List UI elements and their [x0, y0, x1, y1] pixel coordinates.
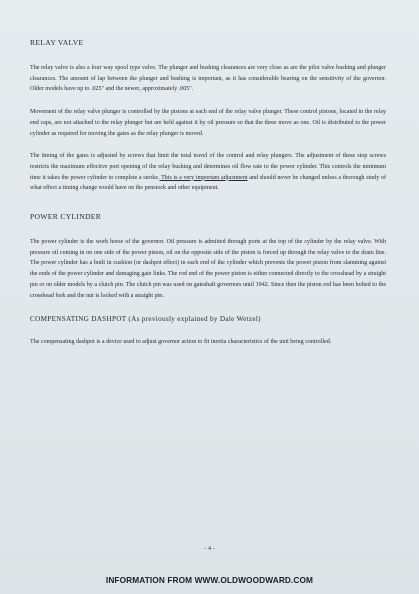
compensating-dashpot-paragraph: The compensating dashpot is a device used to adjust governor action to fit inertia characteristics of the unit being controlled. — [30, 339, 332, 346]
page-number: - 4 - — [204, 545, 215, 552]
page-content — [30, 38, 386, 348]
heading-compensating-dashpot: COMPENSATING DASHPOT (As previously explained by Dale Wetzel) — [30, 315, 261, 324]
source-footer: INFORMATION FROM WWW.OLDWOODWARD.COM — [105, 575, 314, 585]
heading-relay-valve: RELAY VALVE — [30, 38, 84, 47]
relay-valve-paragraph-2: Movement of the relay valve plunger is controlled by the pistons at each end of the relay valve plunger. These control pistons, located in the relay end caps, are not attached to the relay plunger but are held against it by oil pressure so that the three move as one. Oil is distributed to the power cylinder as required for moving the gates as the relay plunger is moved. — [30, 109, 386, 137]
power-cylinder-paragraph: The power cylinder is the work horse of the governor. Oil pressure is admitted through ports at the top of the cylinder by the relay valve. With pressure oil coming in on one side of the power piston, oil on the opposite side of the piston is forced up through the relay valve to the drain line. The power cylinder has a built in cushion (or dashpot effect) in each end of the cylinder which prevents the power piston from slamming against the ends of the power cylinder and damaging gate links. The rod end of the power piston is either connected directly to the crosshead by a straight pin or on older models by a clutch pin. The clutch pin was used on gateshaft governors until 1942. Since then the piston rod has been bolted to the crosshead fork and the nut is locked with a straight pin. — [30, 239, 386, 299]
important-adjustment-underlined: This is a very important adjustment — [159, 174, 248, 181]
timing-text-end: and should never be changed unless a thorough study of what effect a timing change would have on the penstock and other equipment. — [30, 174, 386, 192]
heading-power-cylinder: POWER CYLINDER — [30, 212, 102, 222]
timing-text: The timing of the gates is adjusted by screws that limit the total travel of the control and relay plungers. The adjustment of these stop screws restricts the maximum effective port opening of the relay bushing and determines oil flow rate to the power cylinder. This controls the minimum time it takes the power cylinder to complete a stroke. — [30, 153, 386, 181]
relay-valve-paragraph-1: The relay valve is also a four way spool type valve. The plunger and bushing clearances are very close as are the pilot valve bushing and plunger clearances. The amount of lap between the plunger and bushing is important, as it has considerable bearing on the sensitivity of the governor. Older models have up to .025" and the newer, approximately .005". — [30, 65, 386, 93]
relay-valve-paragraph-3 — [30, 151, 386, 194]
